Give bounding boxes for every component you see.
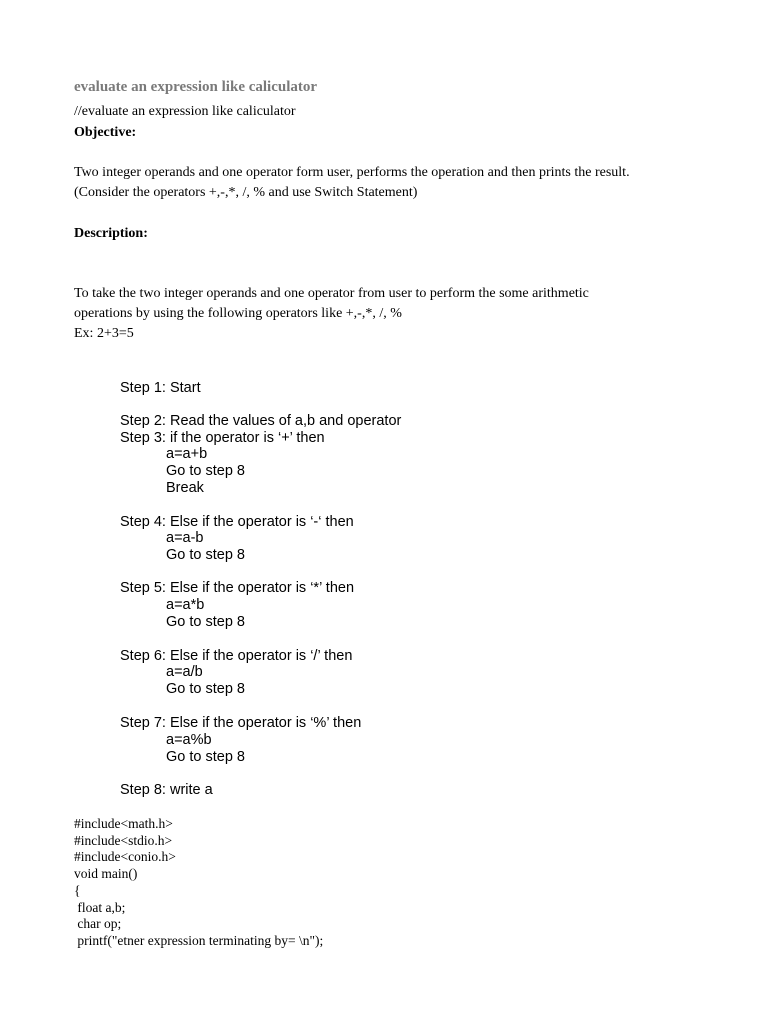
algorithm-step-6: Step 6: Else if the operator is ‘/’ then [120,648,353,664]
algorithm-step-6-goto: Go to step 8 [166,681,245,697]
code-line-8: printf("etner expression terminating by= \n"); [74,933,324,948]
algorithm-step-5-action: a=a*b [166,597,205,613]
algorithm-step-3-action: a=a+b [166,446,208,462]
description-line-2: operations by using the following operators like +,-,*, /, % [74,306,402,321]
description-line-1: To take the two integer operands and one operator from user to perform the some arithmetic [74,286,589,301]
algorithm-step-5-goto: Go to step 8 [166,614,245,630]
algorithm-step-4-goto: Go to step 8 [166,547,245,563]
algorithm-step-8: Step 8: write a [120,782,213,798]
algorithm-step-6-action: a=a/b [166,664,203,680]
description-heading: Description: [74,226,148,241]
algorithm-step-7-goto: Go to step 8 [166,749,245,765]
code-line-2: #include<stdio.h> [74,833,173,848]
algorithm-step-3-goto: Go to step 8 [166,463,245,479]
code-line-1: #include<math.h> [74,816,173,831]
algorithm-step-7-action: a=a%b [166,732,212,748]
document-title: evaluate an expression like caliculator [74,79,318,95]
code-line-7: char op; [74,916,122,931]
objective-line-2: (Consider the operators +,-,*, /, % and use Switch Statement) [74,185,418,200]
algorithm-step-2: Step 2: Read the values of a,b and operator [120,413,402,429]
code-line-4: void main() [74,866,138,881]
code-line-5: { [74,883,81,898]
objective-heading: Objective: [74,125,137,140]
algorithm-step-4: Step 4: Else if the operator is ‘-‘ then [120,514,354,530]
algorithm-step-4-action: a=a-b [166,530,204,546]
algorithm-step-3: Step 3: if the operator is ‘+’ then [120,430,325,446]
algorithm-step-3-break: Break [166,480,204,496]
algorithm-step-1: Step 1: Start [120,380,201,396]
code-line-3: #include<conio.h> [74,849,176,864]
algorithm-step-5: Step 5: Else if the operator is ‘*’ then [120,580,355,596]
algorithm-step-7: Step 7: Else if the operator is ‘%’ then [120,715,362,731]
description-example: Ex: 2+3=5 [74,326,134,341]
code-line-6: float a,b; [74,900,126,915]
comment-line: //evaluate an expression like caliculator [74,104,296,119]
objective-line-1: Two integer operands and one operator form user, performs the operation and then prints the result. [74,165,630,180]
